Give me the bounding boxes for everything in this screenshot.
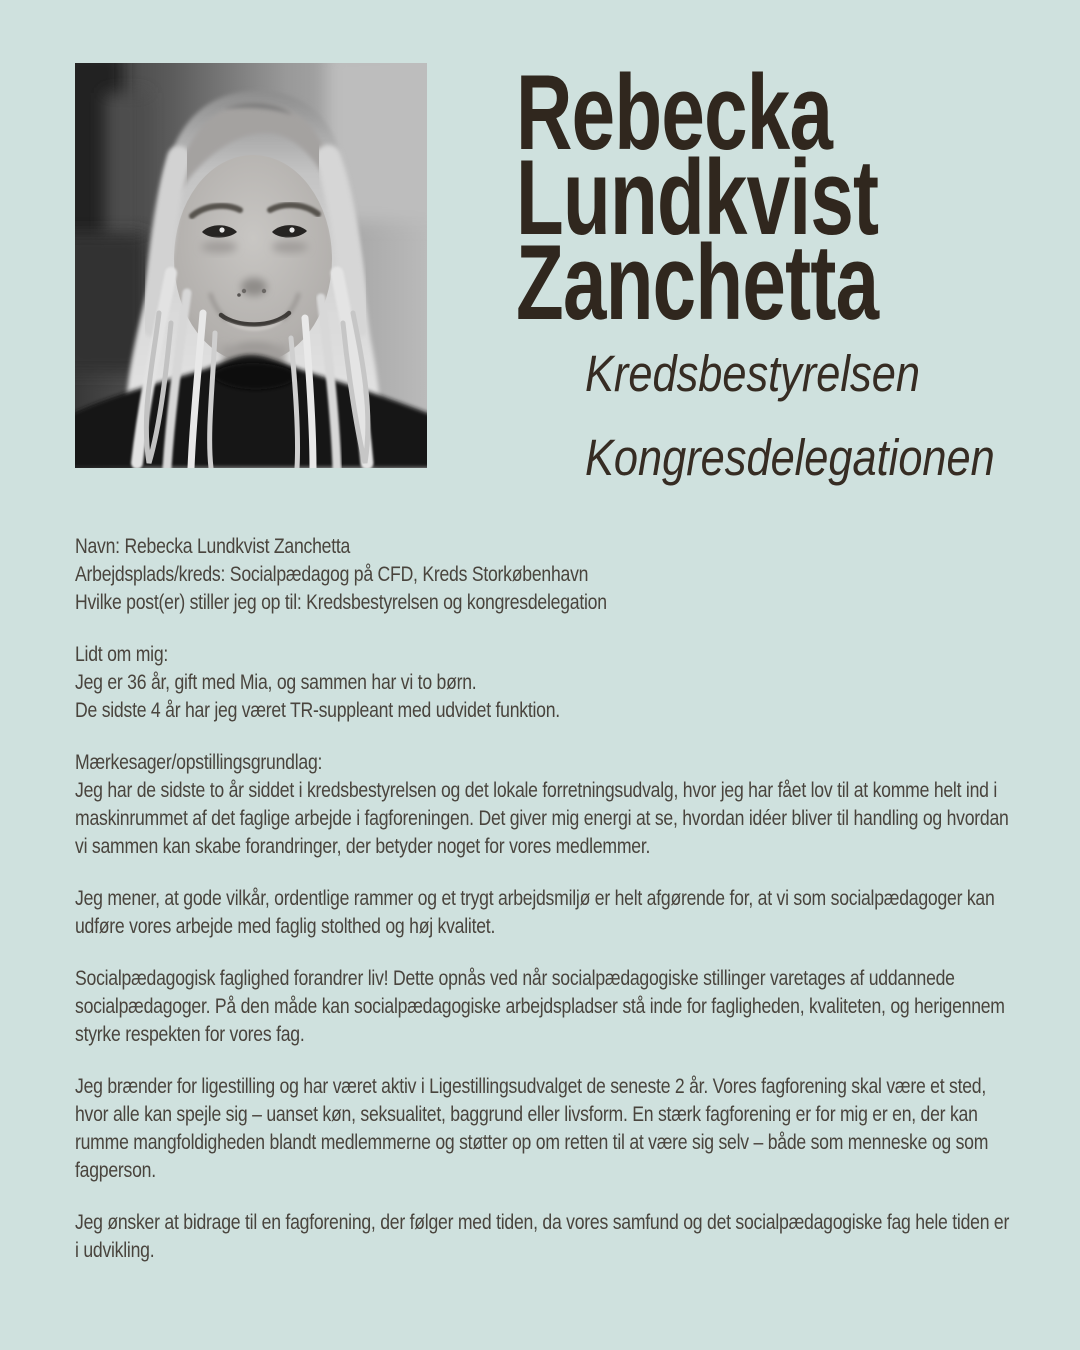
about-line-1: Jeg er 36 år, gift med Mia, og sammen har vi to børn. [75,670,477,694]
about-block [75,640,1010,724]
name-line-2: Lundkvist [516,137,879,257]
about-line-2: De sidste 4 år har jeg været TR-suppleant med udvidet funktion. [75,698,560,722]
info-line-poster: Hvilke post(er) stiller jeg op til: Kredsbestyrelsen og kongresdelegation [75,590,607,614]
issues-paragraph: Jeg har de sidste to år siddet i kredsbestyrelsen og det lokale forretningsudvalg, hvor jeg har fået lov til at komme helt ind i maskinrummet af det faglige arbejde i fagforeningen. Det giver mig energi at se, hvordan idéer bliver til handling og hvordan vi sammen kan skabe forandringer, der betyder noget for vores medlemmer. [75,778,1009,858]
paragraph-3: Socialpædagogisk faglighed forandrer liv! Dette opnås ved når socialpædagogiske stillinger varetages af uddannede socialpædagoger. På den måde kan socialpædagogiske arbejdspladser stå inde for fagligheden, kvaliteten, og herigennem styrke respekten for vores fag. [75,966,1005,1046]
paragraph-4: Jeg brænder for ligestilling og har været aktiv i Ligestillingsudvalget de seneste 2 år. Vores fagforening skal være et sted, hvor alle kan spejle sig – uanset køn, seksualitet, baggrund eller livsform. En stærk fagforening er for mig er en, der kan rumme mangfoldigheden blandt medlemmerne og støtter op om retten til at være sig selv – både som menneske og som fagperson. [75,1074,989,1182]
portrait-photo [75,63,427,468]
paragraph-2: Jeg mener, at gode vilkår, ordentlige rammer og et trygt arbejdsmiljø er helt afgørende for, at vi som socialpædagoger kan udføre vores arbejde med faglig stolthed og høj kvalitet. [75,886,995,938]
info-line-navn: Navn: Rebecka Lundkvist Zanchetta [75,534,351,558]
subtitle-kredsbestyrelsen: Kredsbestyrelsen [585,345,920,402]
issues-block [75,748,1010,860]
name-line-3: Zanchetta [516,222,879,342]
paragraph-5: Jeg ønsker at bidrage til en fagforening, der følger med tiden, da vores samfund og det socialpædagogiske fag hele tiden er i udvikling. [75,1210,1010,1262]
about-heading: Lidt om mig: [75,642,169,666]
profile-body-text [75,532,1010,1264]
name-line-1: Rebecka [516,52,833,172]
issues-heading: Mærkesager/opstillingsgrundlag: [75,750,323,774]
info-line-arbejdsplads: Arbejdsplads/kreds: Socialpædagog på CFD, Kreds Storkøbenhavn [75,562,589,586]
portrait-photo-art [75,63,427,468]
profile-info-block [75,532,1010,616]
subtitle-kongresdelegationen: Kongresdelegationen [585,429,995,486]
person-name-heading [516,52,879,342]
